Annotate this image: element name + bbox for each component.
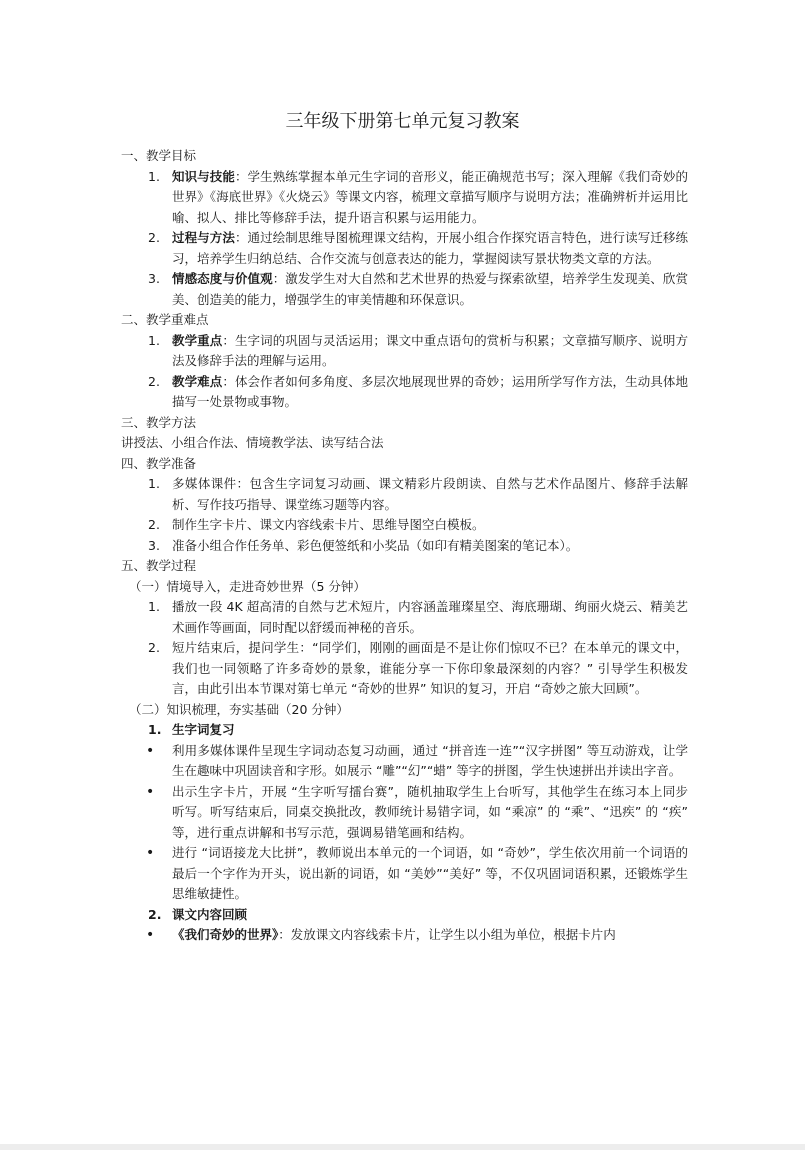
document-body [121,146,688,946]
item-text: ：生字词的巩固与灵活运用；课文中重点语句的赏析与积累；文章描写顺序、说明方法及修辞手法的理解与运用。 [172,332,688,368]
list-item [121,269,688,310]
item-text: 短片结束后，提问学生：“同学们，刚刚的画面是不是让你们惊叹不已？在本单元的课文中，我们也一同领略了许多奇妙的景象，谁能分享一下你印象最深刻的内容？” 引导学生积极发言，由此引出本节课对第七单元 “奇妙的世界” 知识的复习，开启 “奇妙之旅大回顾”。 [172,640,688,696]
item-number: 2. [148,906,162,922]
item-label: 教学重点 [172,332,223,348]
list-item [121,536,688,557]
item-number: 1. [148,599,160,614]
subsection-heading: （二）知识梳理，夯实基础（20 分钟） [129,701,349,717]
bullet-item [121,782,688,844]
bullet-icon: • [146,845,155,861]
item-number: 3. [148,537,160,553]
list-item [121,474,688,515]
item-number: 1. [148,476,160,491]
list-item [121,515,688,536]
paragraph: 讲授法、小组合作法、情境教学法、读写结合法 [121,435,384,450]
bullet-item [121,925,688,946]
item-text: ：发放课文内容线索卡片，让学生以小组为单位，根据卡片内 [278,927,616,942]
item-label: 生字词复习 [172,722,235,737]
item-text: ：体会作者如何多角度、多层次地展现世界的奇妙；运用所学写作方法，生动具体地描写一处景物或事物。 [172,373,688,409]
item-label: 《我们奇妙的世界》 [172,927,279,942]
item-text: 出示生字卡片，开展 “生字听写擂台赛”，随机抽取学生上台听写，其他学生在练习本上同步听写。听写结束后，同桌交换批改，教师统计易错字词，如 “乘凉” 的 “乘”、“迅疾” 的 “疾” 等，进行重点讲解和书写示范，强调易错笔画和结构。 [172,783,688,840]
bullet-item [121,843,688,905]
list-item [121,331,688,372]
section-heading: 五、教学过程 [121,558,197,573]
item-number: 1. [148,332,160,348]
item-number: 2. [148,517,160,532]
item-label: 教学难点 [172,373,223,389]
item-number: 2. [148,373,160,389]
page-bottom-edge [0,1144,805,1150]
item-text: 准备小组合作任务单、彩色便签纸和小奖品（如印有精美图案的笔记本）。 [172,537,579,553]
subsection-heading: （一）情境导入，走进奇妙世界（5 分钟） [129,578,366,594]
document-title: 三年级下册第七单元复习教案 [285,111,520,132]
section-heading: 三、教学方法 [121,414,197,430]
item-label: 课文内容回顾 [172,906,248,922]
item-text: 利用多媒体课件呈现生字词动态复习动画，通过 “拼音连一连”“汉字拼图” 等互动游戏，让学生在趣味中巩固读音和字形。如展示 “雕”“幻”“蜡” 等字的拼图，学生快速拼出并读出字音。 [172,742,688,778]
item-text: ：学生熟练掌握本单元生字词的音形义，能正确规范书写；深入理解《我们奇妙的世界》《海底世界》《火烧云》等课文内容，梳理文章描写顺序与说明方法；准确辨析并运用比喻、拟人、排比等修辞手法，提升语言积累与运用能力。 [172,168,688,225]
section-heading: 四、教学准备 [121,455,197,471]
item-number: 3. [148,271,160,286]
section-heading: 一、教学目标 [121,148,197,163]
item-number: 1. [148,722,162,737]
item-text: 播放一段 4K 超高清的自然与艺术短片，内容涵盖璀璨星空、海底珊瑚、绚丽火烧云、精美艺术画作等画面，同时配以舒缓而神秘的音乐。 [172,599,688,635]
item-number: 1. [148,168,160,184]
item-text: 制作生字卡片、课文内容线索卡片、思维导图空白模板。 [172,517,485,532]
item-text: 多媒体课件：包含生字词复习动画、课文精彩片段朗读、自然与艺术作品图片、修辞手法解析、写作技巧指导、课堂练习题等内容。 [172,476,688,512]
item-label: 知识与技能 [172,168,235,184]
item-number: 2. [148,640,160,655]
list-item [121,167,688,229]
item-text: ：通过绘制思维导图梳理课文结构，开展小组合作探究语言特色，进行读写迁移练习，培养学生归纳总结、合作交流与创意表达的能力，掌握阅读写景状物类文章的方法。 [172,230,688,266]
item-label: 过程与方法 [172,230,235,245]
list-item [121,372,688,413]
item-text: ：激发学生对大自然和艺术世界的热爱与探索欲望，培养学生发现美、欣赏美、创造美的能力，增强学生的审美情趣和环保意识。 [172,271,688,307]
item-number: 2. [148,230,160,245]
bullet-icon: • [146,927,155,943]
section-heading: 二、教学重难点 [121,312,209,327]
bullet-icon: • [146,742,155,759]
bullet-icon: • [146,783,155,800]
list-item [121,597,688,638]
item-text: 进行 “词语接龙大比拼”，教师说出本单元的一个词语，如 “奇妙”，学生依次用前一个词语的最后一个字作为开头，说出新的词语，如 “美妙”“美好” 等，不仅巩固词语积累，还锻炼学生思维敏捷性。 [172,845,688,901]
list-item [121,638,688,700]
list-item [121,228,688,269]
numbered-subheading [121,720,688,741]
bullet-item [121,741,688,782]
item-label: 情感态度与价值观 [172,271,273,286]
numbered-subheading [121,905,688,926]
